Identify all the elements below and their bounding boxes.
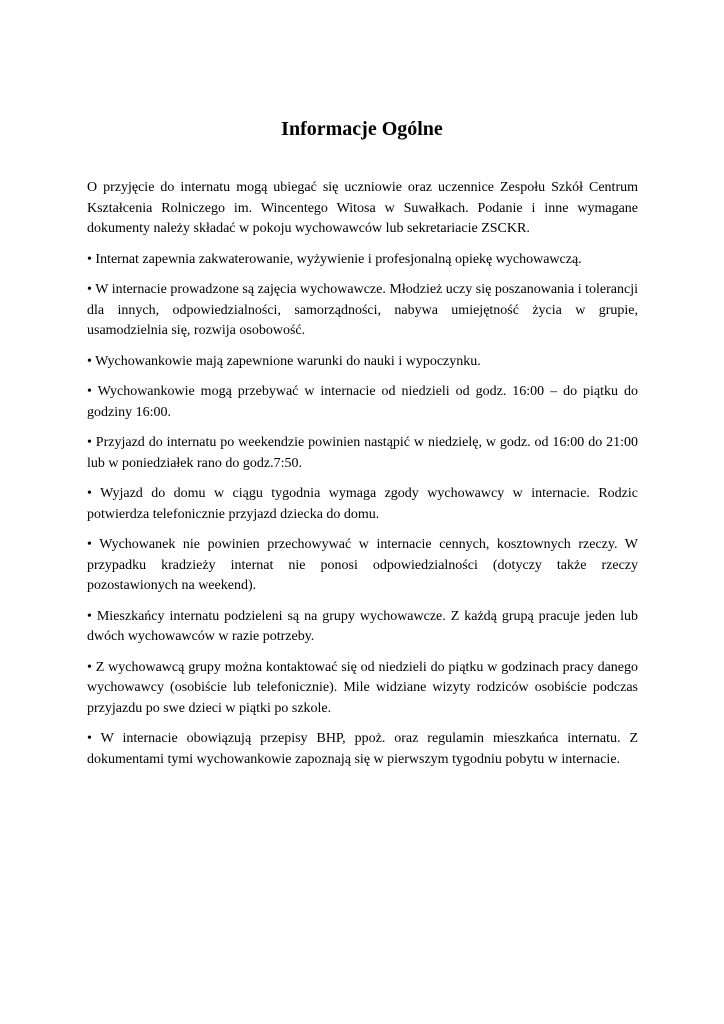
page-title: Informacje Ogólne <box>281 118 443 140</box>
bullet-paragraph: • Internat zapewnia zakwaterowanie, wyżywienie i profesjonalną opiekę wychowawczą. <box>87 251 582 267</box>
bullet-paragraph: • Wychowankowie mają zapewnione warunki do nauki i wypoczynku. <box>87 353 481 369</box>
bullet-paragraph: • Wychowankowie mogą przebywać w internacie od niedzieli od godz. 16:00 – do piątku do godziny 16:00. <box>87 384 638 420</box>
bullet-paragraph: • W internacie prowadzone są zajęcia wychowawcze. Młodzież uczy się poszanowania i tolerancji dla innych, odpowiedzialności, samorządności, nabywa umiejętność życia w grupie, usamodzielnia się, rozwija osobowość. <box>87 282 638 338</box>
bullet-paragraph: • Wyjazd do domu w ciągu tygodnia wymaga zgody wychowawcy w internacie. Rodzic potwierdza telefonicznie przyjazd dziecka do domu. <box>87 486 638 522</box>
bullet-paragraph: • Mieszkańcy internatu podzieleni są na grupy wychowawcze. Z każdą grupą pracuje jeden lub dwóch wychowawców w razie potrzeby. <box>87 608 638 644</box>
bullet-paragraph: • Z wychowawcą grupy można kontaktować się od niedzieli do piątku w godzinach pracy danego wychowawcy (osobiście lub telefonicznie). Mile widziane wizyty rodziców osobiście podczas przyjazdu po swe dzieci w piątki po szkole. <box>87 659 638 716</box>
bullet-paragraph: • W internacie obowiązują przepisy BHP, ppoż. oraz regulamin mieszkańca internatu. Z dokumentami tymi wychowankowie zapoznają się w pierwszym tygodniu pobytu w internacie. <box>87 731 638 767</box>
bullet-paragraph: • Przyjazd do internatu po weekendzie powinien nastąpić w niedzielę, w godz. od 16:00 do 21:00 lub w poniedziałek rano do godz.7:50. <box>87 435 638 471</box>
intro-paragraph: O przyjęcie do internatu mogą ubiegać się uczniowie oraz uczennice Zespołu Szkół Centrum Kształcenia Rolniczego im. Wincentego Witosa w Suwałkach. Podanie i inne wymagane dokumenty należy składać w pokoju wychowawców lub sekretariacie ZSCKR. <box>87 180 638 236</box>
bullet-paragraph: • Wychowanek nie powinien przechowywać w internacie cennych, kosztownych rzeczy. W przypadku kradzieży internat nie ponosi odpowiedzialności (dotyczy także rzeczy pozostawionych na weekend). <box>87 537 638 593</box>
document-body <box>87 178 638 780</box>
